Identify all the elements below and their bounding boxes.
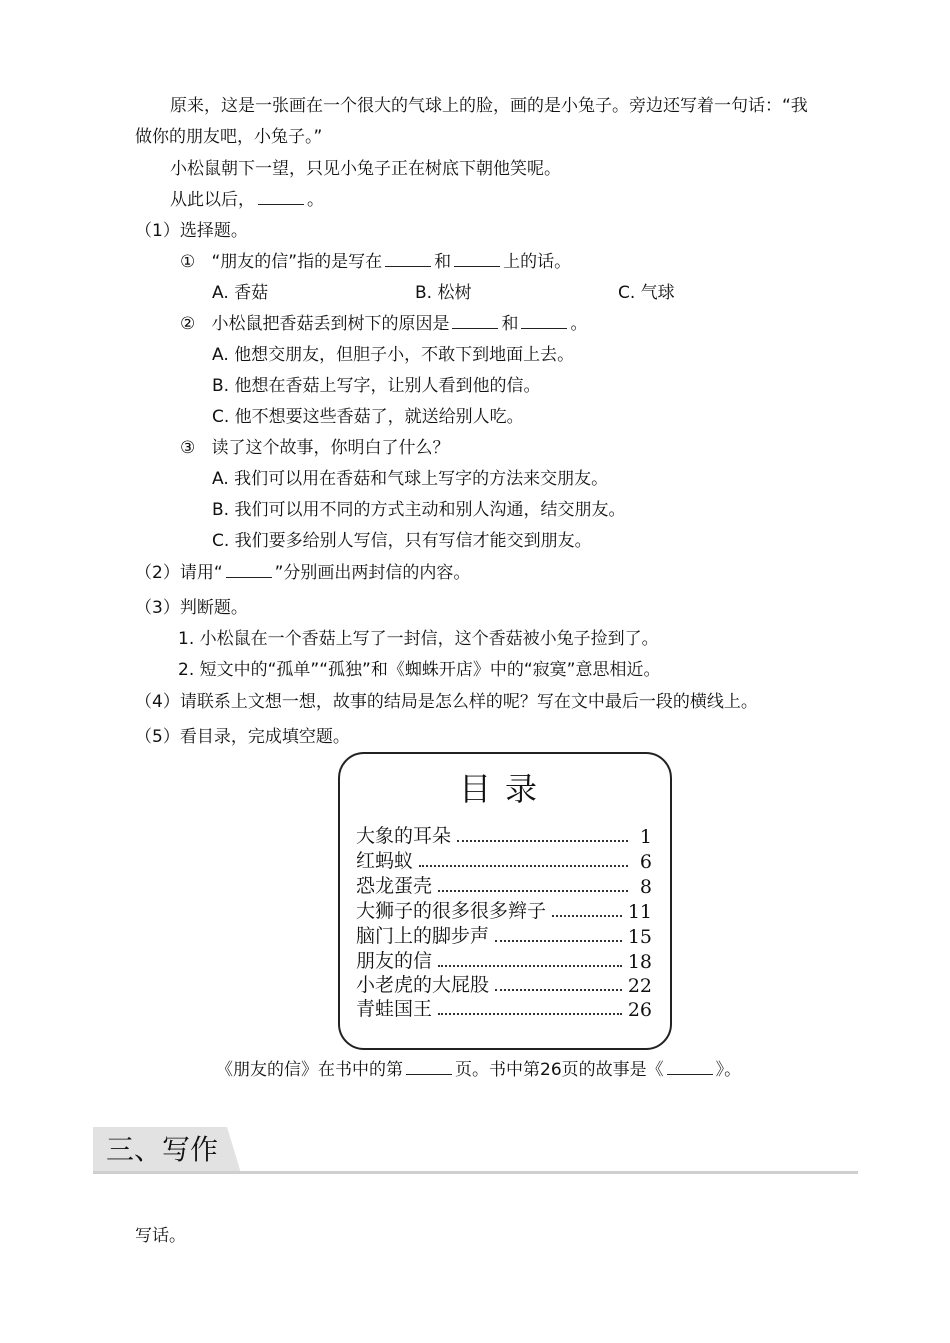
toc-row <box>356 997 652 1021</box>
answer-blank[interactable] <box>226 563 272 578</box>
toc-row-page: 8 <box>639 876 652 898</box>
toc-row-title: 大狮子的很多很多辫子 <box>356 900 547 922</box>
writing-prompt: 写话。 <box>135 1226 186 1246</box>
q1-sub2 <box>180 312 587 336</box>
toc-row-page: 18 <box>627 951 652 973</box>
toc-leader <box>552 915 622 917</box>
toc-row-title: 红蚂蚁 <box>356 850 414 872</box>
answer-blank[interactable] <box>385 252 431 267</box>
section-divider <box>93 1171 858 1174</box>
passage-ending-line <box>170 188 324 212</box>
toc-leader <box>438 1013 622 1015</box>
toc-row-title: 大象的耳朵 <box>356 825 452 847</box>
option-b[interactable]: B. 他想在香菇上写字，让别人看到他的信。 <box>212 376 541 396</box>
passage-line: 小松鼠朝下一望，只见小兔子正在树底下朝他笑呢。 <box>170 159 561 179</box>
q1-heading: （1）选择题。 <box>135 221 248 241</box>
toc-row <box>356 824 652 848</box>
section-title: 三、写作 <box>106 1133 219 1166</box>
option-c[interactable]: C. 我们要多给别人写信，只有写信才能交到朋友。 <box>212 531 592 551</box>
toc-leader <box>438 965 622 967</box>
toc-row-page: 6 <box>639 851 652 873</box>
q1-sub3-text: 读了这个故事，你明白了什么？ <box>211 438 450 458</box>
toc-question <box>216 1058 741 1082</box>
toc-question-mid: 页。书中第26页的故事是《 <box>455 1060 664 1080</box>
q1-sub2-pre: 小松鼠把香菇丢到树下的原因是 <box>211 314 450 334</box>
q3-item-2: 2. 短文中的“孤单”“孤独”和《蜘蛛开店》中的“寂寞”意思相近。 <box>178 660 661 680</box>
toc-row-page: 22 <box>627 975 652 997</box>
q3-heading: （3）判断题。 <box>135 598 248 618</box>
circled-number-3: ③ <box>180 438 196 458</box>
answer-blank[interactable] <box>258 190 304 205</box>
option-b[interactable]: B. 松树 <box>415 283 472 303</box>
answer-blank[interactable] <box>406 1060 452 1075</box>
toc-row <box>356 874 652 898</box>
option-b[interactable]: B. 我们可以用不同的方式主动和别人沟通，结交朋友。 <box>212 500 626 520</box>
option-a[interactable]: A. 他想交朋友，但胆子小，不敢下到地面上去。 <box>212 345 575 365</box>
toc-row <box>356 924 652 948</box>
toc-question-pre: 《朋友的信》在书中的第 <box>216 1060 403 1080</box>
answer-blank[interactable] <box>454 252 500 267</box>
toc-row <box>356 899 652 923</box>
passage-line: 做你的朋友吧，小兔子。” <box>135 127 323 147</box>
toc-question-post: 》。 <box>715 1060 742 1080</box>
option-c[interactable]: C. 他不想要这些香菇了，就送给别人吃。 <box>212 407 524 427</box>
toc-leader <box>438 890 628 892</box>
q1-sub2-mid: 和 <box>501 314 519 334</box>
passage-line: 原来，这是一张画在一个很大的气球上的脸，画的是小兔子。旁边还写着一句话：“我 <box>170 96 808 116</box>
q4: （4）请联系上文想一想，故事的结局是怎么样的呢？写在文中最后一段的横线上。 <box>135 692 758 712</box>
circled-number-2: ② <box>180 314 196 334</box>
option-c[interactable]: C. 气球 <box>618 283 675 303</box>
q3-item-1: 1. 小松鼠在一个香菇上写了一封信，这个香菇被小兔子捡到了。 <box>178 629 659 649</box>
q1-sub3 <box>180 436 449 460</box>
q2-post: ”分别画出两封信的内容。 <box>274 563 471 583</box>
toc-row-title: 青蛙国王 <box>356 998 433 1020</box>
toc-row-title: 恐龙蛋壳 <box>356 875 433 897</box>
option-a[interactable]: A. 香菇 <box>212 283 269 303</box>
circled-number-1: ① <box>180 252 196 272</box>
q1-sub1-post: 上的话。 <box>503 252 572 272</box>
q1-sub2-post: 。 <box>570 314 588 334</box>
answer-blank[interactable] <box>452 314 498 329</box>
toc-leader <box>495 940 622 942</box>
q2-pre: （2）请用“ <box>135 563 223 583</box>
toc-row-page: 15 <box>627 926 652 948</box>
toc-leader <box>457 840 628 842</box>
toc-row-title: 脑门上的脚步声 <box>356 925 490 947</box>
toc-row-title: 小老虎的大屁股 <box>356 974 490 996</box>
table-of-contents <box>338 752 672 1050</box>
toc-row-page: 26 <box>627 999 652 1021</box>
toc-row-page: 1 <box>639 826 652 848</box>
q1-sub1-mid: 和 <box>434 252 452 272</box>
toc-row-title: 朋友的信 <box>356 950 433 972</box>
option-a[interactable]: A. 我们可以用在香菇和气球上写字的方法来交朋友。 <box>212 469 609 489</box>
q1-sub1-pre: “朋友的信”指的是写在 <box>211 252 383 272</box>
toc-leader <box>495 989 622 991</box>
toc-row-page: 11 <box>627 901 652 923</box>
answer-blank[interactable] <box>667 1060 713 1075</box>
passage-ending-pre: 从此以后， <box>170 190 255 210</box>
answer-blank[interactable] <box>521 314 567 329</box>
toc-leader <box>419 865 628 867</box>
passage-ending-post: 。 <box>307 190 324 210</box>
toc-row <box>356 849 652 873</box>
q1-sub1 <box>180 250 571 274</box>
q5: （5）看目录，完成填空题。 <box>135 727 350 747</box>
toc-title: 目录 <box>458 770 551 808</box>
q2 <box>135 561 470 585</box>
